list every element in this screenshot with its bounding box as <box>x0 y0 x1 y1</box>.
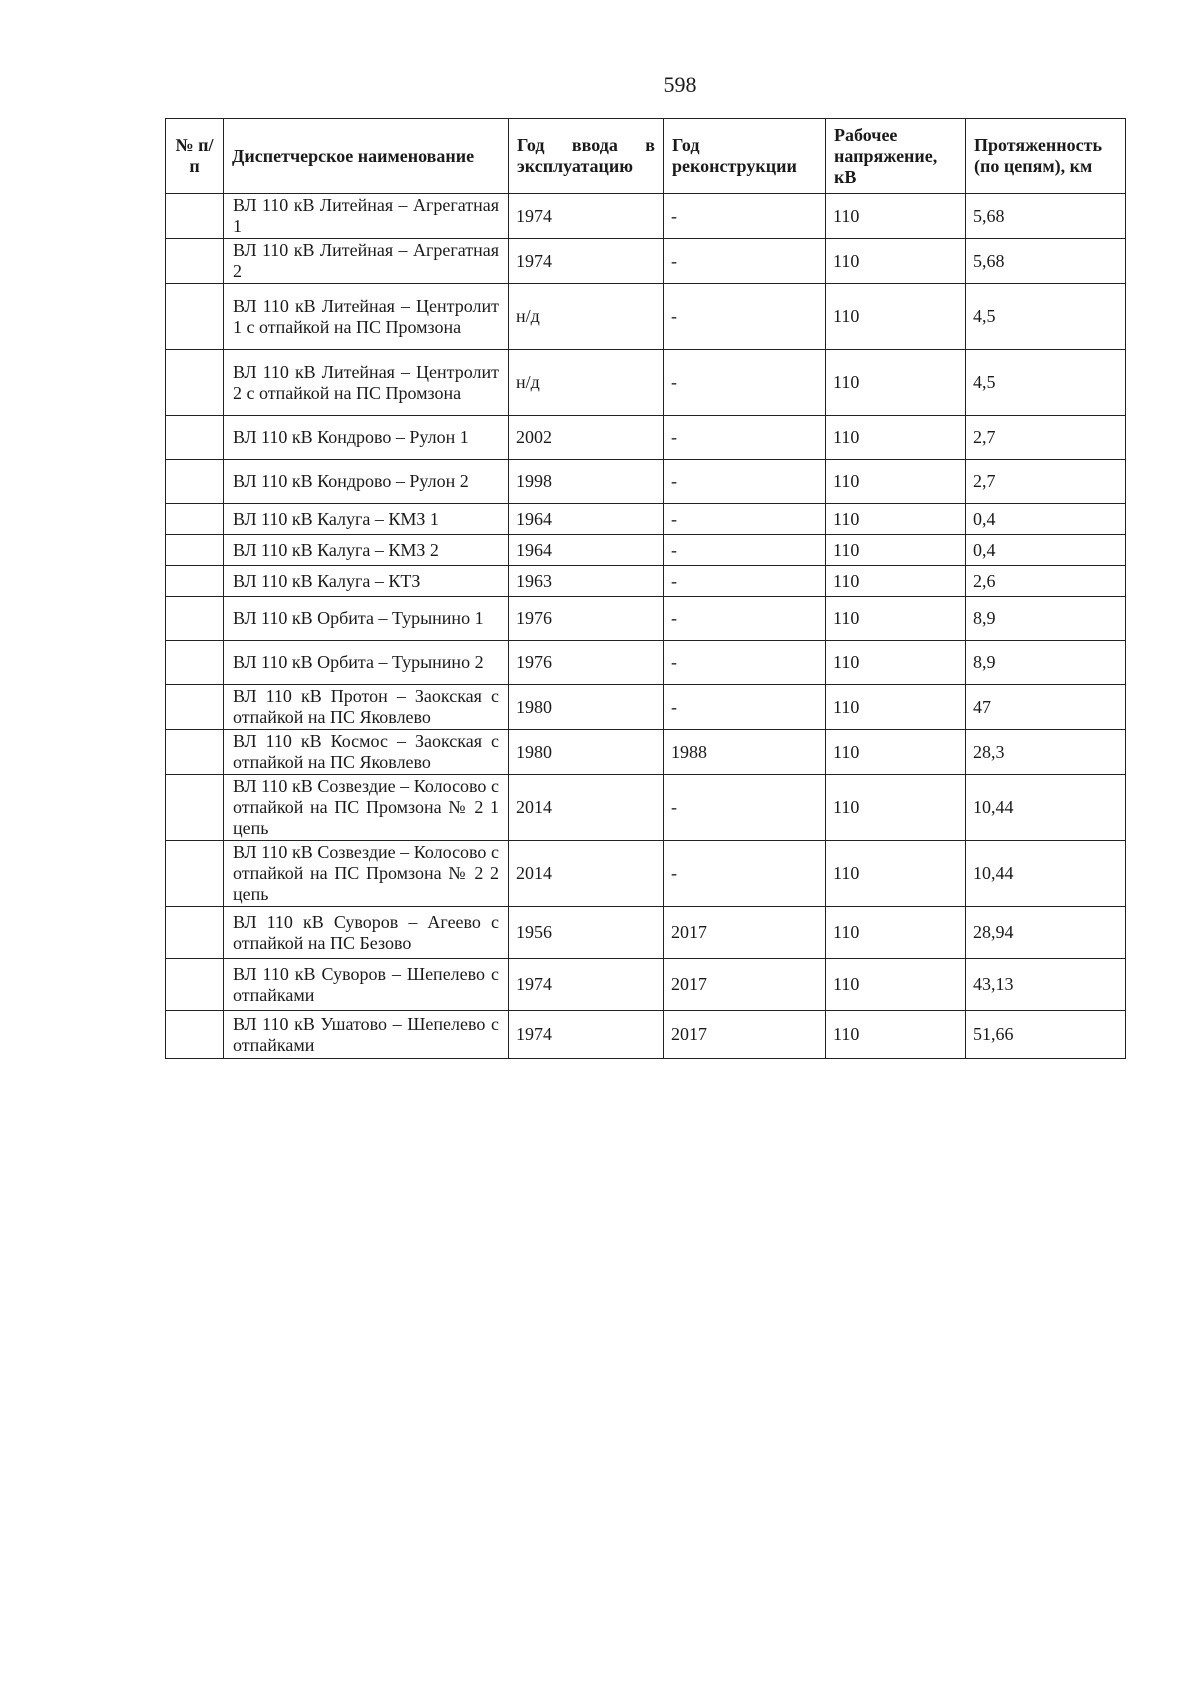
row-length: 28,3 <box>966 730 1126 775</box>
page-number: 598 <box>663 72 697 97</box>
row-operating-voltage: 110 <box>826 284 966 350</box>
header-dispatch-name: Диспетчерское наименование <box>224 119 509 194</box>
table-row <box>166 959 1126 1011</box>
row-dispatch-name: ВЛ 110 кВ Литейная – Центролит 1 с отпайкой на ПС Промзона <box>224 284 509 350</box>
row-reconstruction-year: - <box>664 239 826 284</box>
row-commissioning-year: 1956 <box>509 907 664 959</box>
row-reconstruction-year: - <box>664 775 826 841</box>
row-number <box>166 566 224 597</box>
row-number <box>166 959 224 1011</box>
row-reconstruction-year: 2017 <box>664 1011 826 1059</box>
row-reconstruction-year: 2017 <box>664 907 826 959</box>
row-dispatch-name: ВЛ 110 кВ Кондрово – Рулон 2 <box>224 460 509 504</box>
header-length: Протяженность (по цепям), км <box>966 119 1126 194</box>
row-dispatch-name: ВЛ 110 кВ Орбита – Турынино 2 <box>224 641 509 685</box>
row-length: 2,6 <box>966 566 1126 597</box>
row-dispatch-name: ВЛ 110 кВ Калуга – КМЗ 1 <box>224 504 509 535</box>
row-operating-voltage: 110 <box>826 641 966 685</box>
table-row <box>166 194 1126 239</box>
row-operating-voltage: 110 <box>826 730 966 775</box>
row-commissioning-year: 1980 <box>509 730 664 775</box>
table-row <box>166 597 1126 641</box>
table-header-row <box>166 119 1126 194</box>
row-reconstruction-year: 2017 <box>664 959 826 1011</box>
row-length: 2,7 <box>966 416 1126 460</box>
table-row <box>166 416 1126 460</box>
table-row <box>166 907 1126 959</box>
row-number <box>166 730 224 775</box>
row-operating-voltage: 110 <box>826 1011 966 1059</box>
row-dispatch-name: ВЛ 110 кВ Созвездие – Колосово с отпайкой на ПС Промзона № 2 1 цепь <box>224 775 509 841</box>
table-row <box>166 1011 1126 1059</box>
table-body <box>166 194 1126 1059</box>
row-number <box>166 239 224 284</box>
row-commissioning-year: 2014 <box>509 775 664 841</box>
header-number: № п/п <box>166 119 224 194</box>
row-length: 47 <box>966 685 1126 730</box>
table-row <box>166 350 1126 416</box>
row-length: 8,9 <box>966 641 1126 685</box>
row-dispatch-name: ВЛ 110 кВ Суворов – Шепелево с отпайками <box>224 959 509 1011</box>
row-reconstruction-year: - <box>664 597 826 641</box>
row-number <box>166 1011 224 1059</box>
row-operating-voltage: 110 <box>826 841 966 907</box>
header-operating-voltage: Рабочее напряжение, кВ <box>826 119 966 194</box>
row-number <box>166 350 224 416</box>
row-dispatch-name: ВЛ 110 кВ Литейная – Агрегатная 1 <box>224 194 509 239</box>
row-commissioning-year: н/д <box>509 350 664 416</box>
table-row <box>166 504 1126 535</box>
row-dispatch-name: ВЛ 110 кВ Космос – Заокская с отпайкой на ПС Яковлево <box>224 730 509 775</box>
row-commissioning-year: 1976 <box>509 641 664 685</box>
header-commissioning-year: Год ввода в эксплуатацию <box>509 119 664 194</box>
row-number <box>166 775 224 841</box>
row-reconstruction-year: - <box>664 535 826 566</box>
table-row <box>166 239 1126 284</box>
row-number <box>166 841 224 907</box>
table-row <box>166 460 1126 504</box>
row-length: 0,4 <box>966 535 1126 566</box>
row-number <box>166 597 224 641</box>
row-dispatch-name: ВЛ 110 кВ Протон – Заокская с отпайкой на ПС Яковлево <box>224 685 509 730</box>
table-row <box>166 566 1126 597</box>
row-dispatch-name: ВЛ 110 кВ Литейная – Центролит 2 с отпайкой на ПС Промзона <box>224 350 509 416</box>
row-length: 28,94 <box>966 907 1126 959</box>
row-number <box>166 284 224 350</box>
row-operating-voltage: 110 <box>826 597 966 641</box>
power-lines-table <box>165 118 1126 1059</box>
row-number <box>166 504 224 535</box>
row-operating-voltage: 110 <box>826 685 966 730</box>
row-operating-voltage: 110 <box>826 535 966 566</box>
row-length: 8,9 <box>966 597 1126 641</box>
row-operating-voltage: 110 <box>826 566 966 597</box>
row-reconstruction-year: - <box>664 194 826 239</box>
row-reconstruction-year: - <box>664 460 826 504</box>
row-commissioning-year: 1980 <box>509 685 664 730</box>
row-length: 10,44 <box>966 775 1126 841</box>
row-length: 51,66 <box>966 1011 1126 1059</box>
row-reconstruction-year: - <box>664 841 826 907</box>
table-row <box>166 841 1126 907</box>
row-reconstruction-year: 1988 <box>664 730 826 775</box>
row-commissioning-year: 1963 <box>509 566 664 597</box>
row-commissioning-year: н/д <box>509 284 664 350</box>
row-commissioning-year: 1964 <box>509 504 664 535</box>
table-row <box>166 775 1126 841</box>
row-dispatch-name: ВЛ 110 кВ Калуга – КМЗ 2 <box>224 535 509 566</box>
row-commissioning-year: 2014 <box>509 841 664 907</box>
table-row <box>166 730 1126 775</box>
row-operating-voltage: 110 <box>826 504 966 535</box>
row-operating-voltage: 110 <box>826 460 966 504</box>
row-reconstruction-year: - <box>664 350 826 416</box>
row-length: 43,13 <box>966 959 1126 1011</box>
row-operating-voltage: 110 <box>826 350 966 416</box>
row-length: 5,68 <box>966 239 1126 284</box>
row-dispatch-name: ВЛ 110 кВ Кондрово – Рулон 1 <box>224 416 509 460</box>
row-dispatch-name: ВЛ 110 кВ Литейная – Агрегатная 2 <box>224 239 509 284</box>
row-number <box>166 194 224 239</box>
table-row <box>166 641 1126 685</box>
row-operating-voltage: 110 <box>826 907 966 959</box>
row-operating-voltage: 110 <box>826 416 966 460</box>
table-row <box>166 284 1126 350</box>
row-length: 4,5 <box>966 284 1126 350</box>
row-operating-voltage: 110 <box>826 775 966 841</box>
row-commissioning-year: 1976 <box>509 597 664 641</box>
row-length: 2,7 <box>966 460 1126 504</box>
row-reconstruction-year: - <box>664 566 826 597</box>
row-operating-voltage: 110 <box>826 194 966 239</box>
row-number <box>166 535 224 566</box>
row-dispatch-name: ВЛ 110 кВ Созвездие – Колосово с отпайкой на ПС Промзона № 2 2 цепь <box>224 841 509 907</box>
table-row <box>166 535 1126 566</box>
row-number <box>166 641 224 685</box>
row-commissioning-year: 1964 <box>509 535 664 566</box>
row-reconstruction-year: - <box>664 284 826 350</box>
row-number <box>166 416 224 460</box>
row-commissioning-year: 1998 <box>509 460 664 504</box>
row-reconstruction-year: - <box>664 416 826 460</box>
table-row <box>166 685 1126 730</box>
row-length: 10,44 <box>966 841 1126 907</box>
header-reconstruction-year: Год реконструкции <box>664 119 826 194</box>
row-length: 5,68 <box>966 194 1126 239</box>
row-number <box>166 460 224 504</box>
row-length: 0,4 <box>966 504 1126 535</box>
row-operating-voltage: 110 <box>826 239 966 284</box>
row-reconstruction-year: - <box>664 504 826 535</box>
row-commissioning-year: 1974 <box>509 1011 664 1059</box>
row-commissioning-year: 2002 <box>509 416 664 460</box>
row-dispatch-name: ВЛ 110 кВ Орбита – Турынино 1 <box>224 597 509 641</box>
row-dispatch-name: ВЛ 110 кВ Калуга – КТЗ <box>224 566 509 597</box>
row-commissioning-year: 1974 <box>509 959 664 1011</box>
row-dispatch-name: ВЛ 110 кВ Ушатово – Шепелево с отпайками <box>224 1011 509 1059</box>
row-length: 4,5 <box>966 350 1126 416</box>
row-commissioning-year: 1974 <box>509 239 664 284</box>
row-operating-voltage: 110 <box>826 959 966 1011</box>
row-reconstruction-year: - <box>664 685 826 730</box>
row-commissioning-year: 1974 <box>509 194 664 239</box>
row-dispatch-name: ВЛ 110 кВ Суворов – Агеево с отпайкой на ПС Безово <box>224 907 509 959</box>
row-number <box>166 907 224 959</box>
row-number <box>166 685 224 730</box>
row-reconstruction-year: - <box>664 641 826 685</box>
